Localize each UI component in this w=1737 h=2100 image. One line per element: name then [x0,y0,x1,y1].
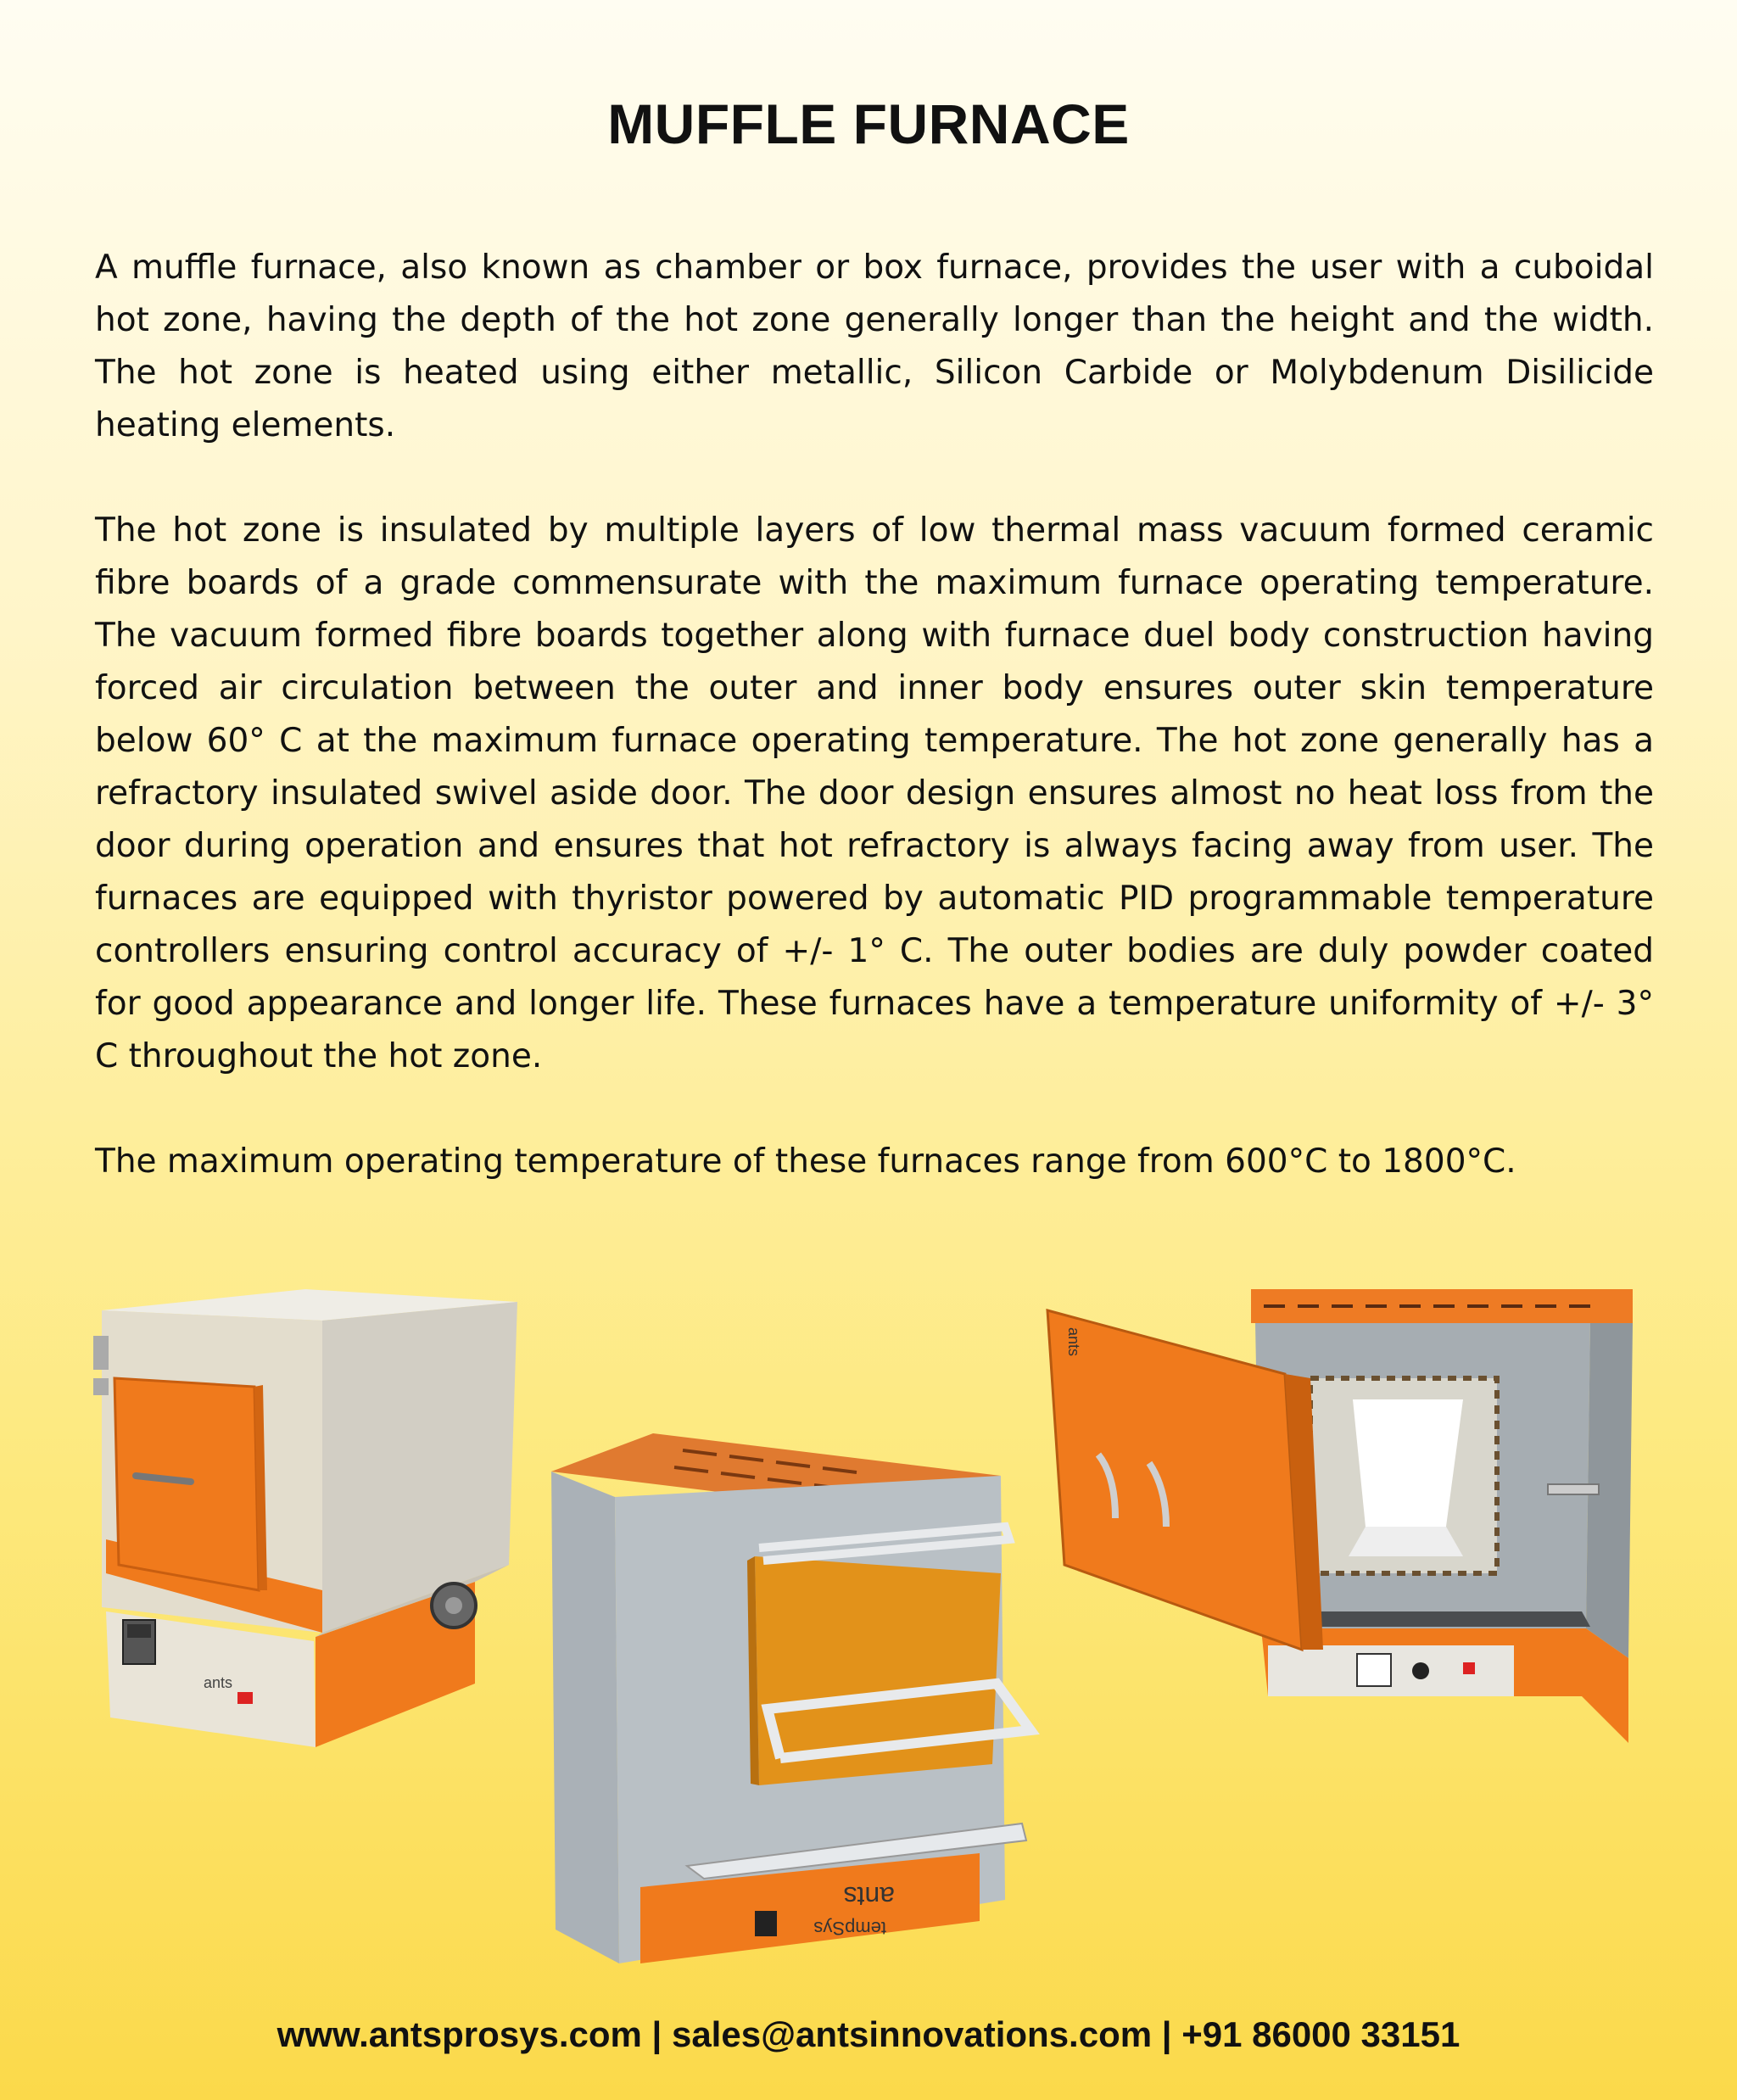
furnace-photo-left [93,1285,526,1760]
center-brand-logo-bottom: tempSys [813,1918,886,1939]
footer-separator: | [1152,2014,1182,2054]
left-brand-logo: ants [204,1674,233,1691]
center-brand-logo-top: ants [843,1881,895,1912]
furnace-photo-center [547,1429,1047,1972]
paragraph-insulation: The hot zone is insulated by multiple layers of low thermal mass vacuum formed ceramic fibre boards of a grade commensurate with the maximum furnace operating temperature. The vacuum formed fibre boards together along with furnace duel body construction having forced air circulation between the outer and inner body ensures outer skin temperature below 60° C at the maximum furnace operating temperature. The hot zone generally has a refractory insulated swivel aside door. The door design ensures almost no heat loss from the door during operation and ensures that hot refractory is always facing away from user. The furnaces are equipped with thyristor powered by automatic PID programmable temperature controllers ensuring control accuracy of +/- 1° C. The outer bodies are duly powder coated for good appearance and longer life. These furnaces have a temperature uniformity of +/- 3° C throughout the hot zone. [95,511,1654,1075]
email-link[interactable]: sales@antsinnovations.com [671,2014,1153,2054]
paragraph-temperature-range: The maximum operating temperature of these furnaces range from 600°C to 1800°C. [95,1142,1516,1181]
contact-footer [0,2014,1737,2055]
page-title: MUFFLE FURNACE [607,92,1130,155]
website-link[interactable]: www.antsprosys.com [276,2014,642,2054]
footer-separator: | [641,2014,672,2054]
paragraph-intro: A muffle furnace, also known as chamber or box furnace, provides the user with a cuboidal hot zone, having the depth of the hot zone generally longer than the height and the width. The hot zone is heated using either metallic, Silicon Carbide or Molybdenum Disilicide heating elements. [95,249,1654,444]
furnace-photo-right [1039,1272,1654,1756]
phone-number[interactable]: +91 86000 33151 [1181,2014,1461,2054]
description-text [95,242,1654,1188]
right-brand-logo: ants [1065,1327,1082,1357]
